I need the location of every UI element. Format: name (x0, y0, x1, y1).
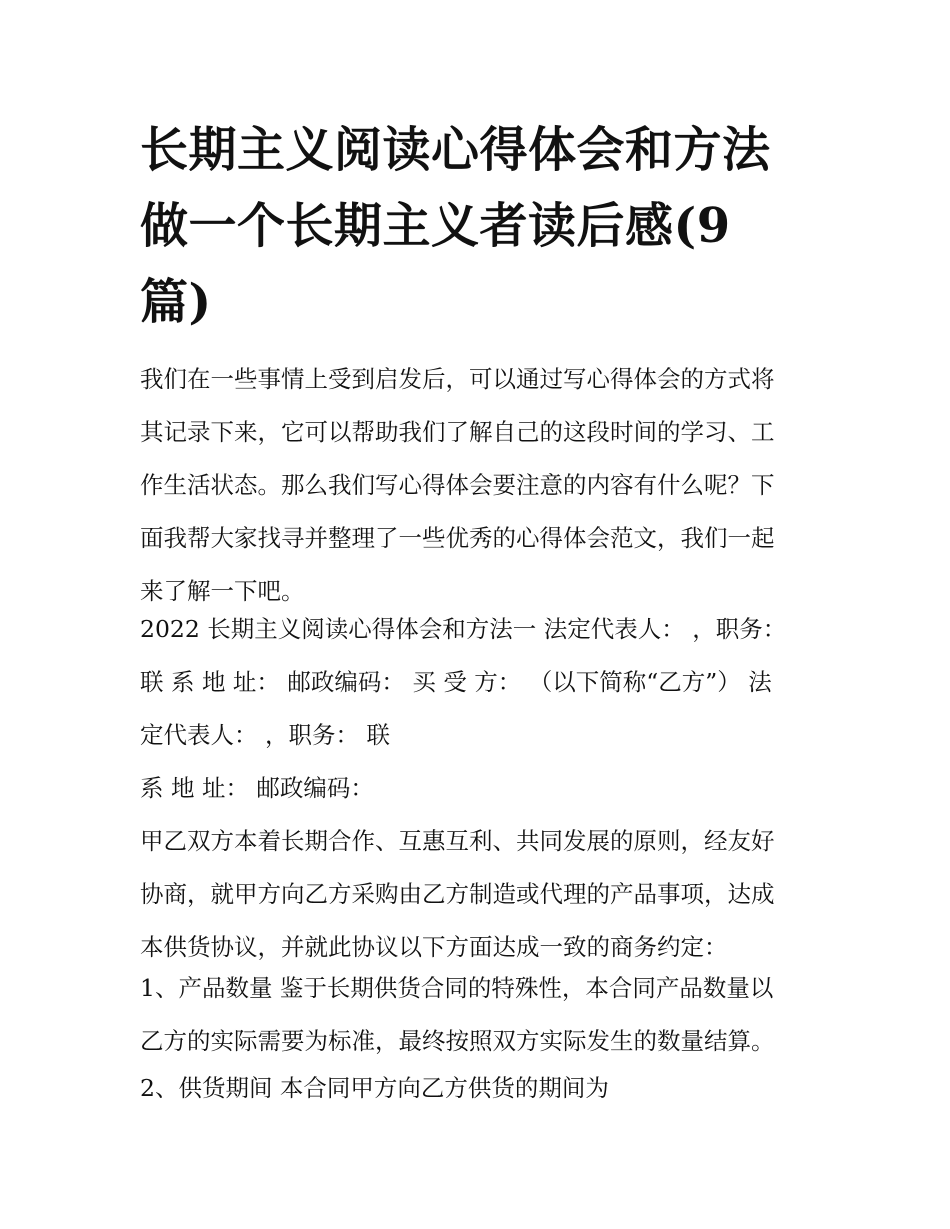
text-line: 甲乙双方本着长期合作、互惠互利、共同发展的原则，经友好 (140, 827, 775, 855)
text-line: 其记录下来，它可以帮助我们了解自己的这段时间的学习、工 (140, 418, 775, 446)
intro-paragraph (140, 353, 812, 618)
text-line: 我们在一些事情上受到启发后，可以通过写心得体会的方式将 (140, 365, 775, 393)
document-title (140, 112, 820, 340)
text-line: 乙方的实际需要为标准，最终按照双方实际发生的数量结算。 (140, 1027, 775, 1055)
title-line: 做一个长期主义者读后感(9 (140, 198, 731, 254)
title-line: 篇) (140, 274, 212, 330)
text-line: 1、产品数量 鉴于长期供货合同的特殊性，本合同产品数量以 (140, 974, 774, 1002)
contract-parties-paragraph (140, 603, 812, 815)
text-line: 来了解一下吧。 (140, 577, 305, 605)
text-line: 面我帮大家找寻并整理了一些优秀的心得体会范文，我们一起 (140, 524, 775, 552)
text-line: 定代表人： ，职务： 联 (140, 721, 390, 749)
text-line: 2、供货期间 本合同甲方向乙方供货的期间为 (140, 1074, 609, 1102)
clause-1-product-quantity (140, 962, 812, 1068)
clause-2-supply-period (140, 1062, 812, 1115)
text-line: 联 系 地 址： 邮政编码： 买 受 方： （以下简称“乙方”） 法 (140, 668, 772, 696)
text-line: 协商，就甲方向乙方采购由乙方制造或代理的产品事项，达成 (140, 880, 775, 908)
title-line: 长期主义阅读心得体会和方法 (140, 122, 771, 178)
text-line: 2022 长期主义阅读心得体会和方法一 法定代表人： ，职务： (140, 615, 787, 643)
text-line: 作生活状态。那么我们写心得体会要注意的内容有什么呢？下 (140, 471, 775, 499)
text-line: 系 地 址： 邮政编码： (140, 774, 374, 802)
agreement-terms-paragraph (140, 815, 812, 974)
text-line: 本供货协议，并就此协议以下方面达成一致的商务约定： (140, 933, 728, 961)
